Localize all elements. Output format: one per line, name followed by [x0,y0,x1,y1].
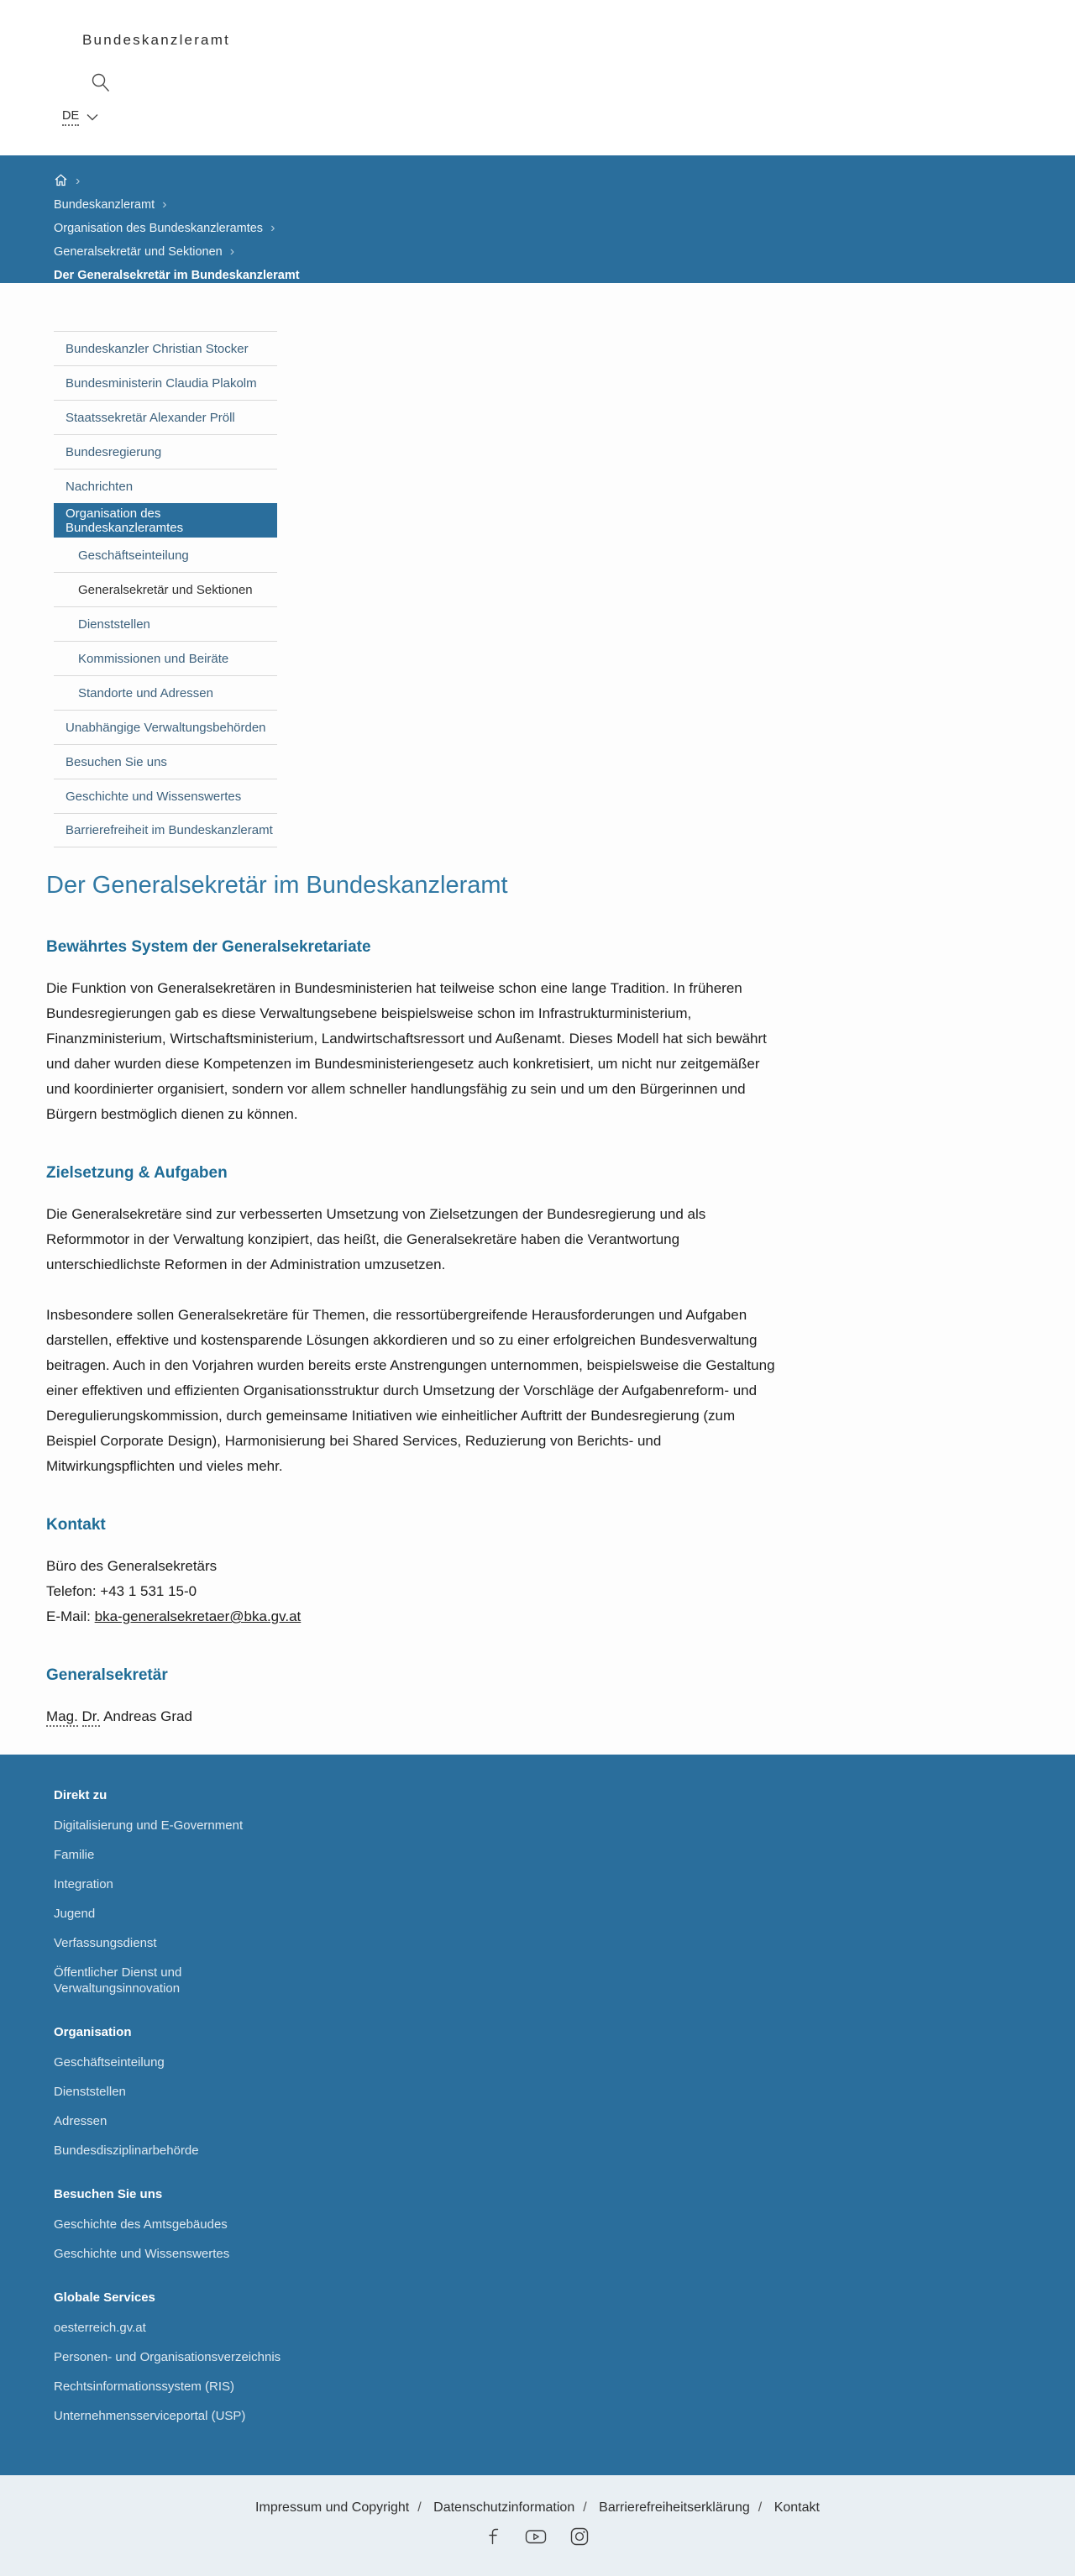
sidebar-item[interactable] [54,641,277,675]
breadcrumb-item [54,240,1058,264]
sidebar-item-label: Geschäftseinteilung [78,548,189,563]
legal-separator: / [417,2500,422,2515]
footer-section-direkt-zu [54,1788,1058,1996]
footer-link[interactable]: Geschichte und Wissenswertes [54,2247,230,2261]
sidebar-item[interactable] [54,779,277,813]
brand-title: Bundeskanzleramt [82,32,230,48]
sidebar-item[interactable] [54,744,277,779]
section-kontakt [46,1516,775,1629]
sidebar-item-label: Unabhängige Verwaltungsbehörden [66,720,266,735]
footer-link[interactable]: Integration [54,1877,113,1891]
footer [0,1755,1075,2576]
sidebar-item[interactable] [54,675,277,710]
section-heading: Generalsekretär [46,1666,168,1684]
footer-link[interactable]: Familie [54,1848,95,1862]
section-zielsetzung [46,1164,775,1479]
legal-link-item [433,2500,595,2515]
abbr-mag: Mag. [46,1708,78,1727]
contact-email-line [46,1604,775,1629]
facebook-link[interactable] [485,2526,502,2551]
footer-link[interactable]: Digitalisierung und E-Government [54,1818,244,1833]
footer-link[interactable]: Jugend [54,1907,96,1921]
footer-section-title: Organisation [54,2025,132,2039]
sidebar-item[interactable] [54,813,277,847]
breadcrumb-link[interactable]: Bundeskanzleramt [54,198,155,212]
sidebar-item[interactable] [54,606,277,641]
breadcrumb-separator: › [229,244,235,259]
legal-link[interactable]: Barrierefreiheitserklärung [599,2500,750,2515]
chevron-down-icon [79,110,98,125]
secretary-name-line [46,1704,775,1729]
footer-link[interactable]: Dienststellen [54,2085,126,2099]
footer-link[interactable]: Bundesdisziplinarbehörde [54,2143,199,2158]
legal-links [0,2500,1075,2516]
footer-section-organisation [54,2025,1058,2159]
paragraph: Die Funktion von Generalsekretären in Bundesministerien hat teilweise schon eine lange Tradition. In früheren Bundesregierungen gab es diese Verwaltungsebene beispielsweise schon im Infrastrukturministerium, Finanzministerium, Wirtschaftsministerium, Landwirtschaftsressort und Außenamt. Dieses Modell hat sich bewährt und daher wurden diese Kompetenzen im Bundesministeriengesetz auch konkretisiert, um nicht nur zeitgemäßer und koordinierter organisiert, sondern vor allem schneller handlungsfähig zu sein und um den Bürgerinnen und Bürgern bestmöglich dienen zu können. [46,980,767,1122]
footer-section-title: Direkt zu [54,1788,108,1802]
sidebar-item-label: Dienststellen [78,616,150,632]
language-selector[interactable] [62,109,98,126]
footer-link[interactable]: Unternehmensserviceportal (USP) [54,2409,246,2423]
brand-logo[interactable] [54,32,230,49]
footer-section-title: Besuchen Sie uns [54,2187,163,2201]
sidebar-item-label: Standorte und Adressen [78,685,213,700]
footer-section-besuchen [54,2187,1058,2262]
youtube-icon [525,2526,547,2551]
sidebar-item[interactable] [54,469,277,503]
footer-section-title: Globale Services [54,2290,155,2305]
breadcrumb-item [54,193,1058,217]
sidebar-item-label: Bundesregierung [66,444,162,459]
footer-link[interactable]: Geschichte des Amtsgebäudes [54,2217,228,2232]
contact-office: Büro des Generalsekretärs [46,1558,218,1574]
paragraph: Die Generalsekretäre sind zur verbesserten Umsetzung von Zielsetzungen der Bundesregierung und als Reformmotor in der Verwaltung konzipiert, das heißt, die Generalsekretäre haben die Verantwortung unterschiedlichste Reformen in der Administration umzusetzen. [46,1206,706,1272]
footer-bottom-bar [0,2475,1075,2576]
sidebar-item-label: Bundeskanzler Christian Stocker [66,341,249,356]
footer-main [0,1755,1075,2475]
breadcrumb-current: Der Generalsekretär im Bundeskanzleramt [54,269,300,282]
sidebar-item-label: Generalsekretär und Sektionen [78,582,253,597]
breadcrumb-link[interactable]: Organisation des Bundeskanzleramtes [54,222,264,235]
sidebar-item-label: Kommissionen und Beiräte [78,651,229,666]
instagram-icon [569,2526,590,2551]
youtube-link[interactable] [525,2526,547,2551]
sidebar-item-label: Barrierefreiheit im Bundeskanzleramt [66,823,273,837]
legal-link[interactable]: Kontakt [773,2500,820,2515]
breadcrumb-separator: › [76,174,81,188]
home-icon [54,173,68,191]
breadcrumb-item [54,217,1058,240]
site-header [0,0,1075,155]
section-heading: Zielsetzung & Aufgaben [46,1164,228,1182]
sidebar-item-label: Besuchen Sie uns [66,754,167,769]
footer-link[interactable]: Rechtsinformationssystem (RIS) [54,2379,235,2394]
breadcrumb-home-link[interactable] [54,173,68,191]
legal-link-item [599,2500,770,2515]
search-icon [91,84,111,97]
sidebar-item-label: Staatssekretär Alexander Pröll [66,410,235,425]
sidebar-item[interactable] [54,331,277,365]
page-title: Der Generalsekretär im Bundeskanzleramt [46,872,508,899]
legal-link[interactable]: Datenschutzinformation [433,2500,575,2515]
legal-link-item [255,2500,430,2515]
sidebar-item[interactable] [54,365,277,400]
legal-separator: / [583,2500,587,2515]
footer-link[interactable]: Öffentlicher Dienst und Verwaltungsinnovation [54,1965,182,1996]
sidebar-item[interactable] [54,710,277,744]
legal-link-item [774,2500,820,2515]
breadcrumb-separator: › [270,221,275,235]
section-generalsekretaer [46,1666,775,1729]
breadcrumb [0,155,1075,283]
contact-phone: Telefon: +43 1 531 15-0 [46,1583,197,1599]
search-button[interactable] [91,72,111,97]
secretary-name: Andreas Grad [103,1708,192,1724]
breadcrumb-separator: › [162,197,167,212]
breadcrumb-link[interactable]: Generalsekretär und Sektionen [54,245,223,259]
sidebar-item-label: Organisation des Bundeskanzleramtes [66,506,184,535]
section-heading: Bewährtes System der Generalsekretariate [46,938,371,956]
language-label: DE [62,109,79,126]
footer-link[interactable]: Geschäftseinteilung [54,2055,165,2070]
sidebar-item-label: Bundesministerin Claudia Plakolm [66,375,257,391]
sidebar-item-label: Nachrichten [66,479,134,494]
sidebar-item[interactable] [54,434,277,469]
section-bewaehrtes-system [46,938,775,1127]
sidebar-item[interactable] [54,538,277,572]
social-links [0,2526,1075,2551]
footer-link[interactable]: oesterreich.gv.at [54,2321,146,2335]
footer-section-globale-services [54,2290,1058,2424]
section-heading: Kontakt [46,1516,106,1534]
austria-flag-icon [54,35,71,46]
sidebar-item[interactable] [54,572,277,606]
paragraph: Insbesondere sollen Generalsekretäre für Themen, die ressortübergreifende Herausforderungen und Aufgaben darstellen, effektive und kostensparende Lösungen akkordieren und so zu einer erfolgreichen Bundesverwaltung beitragen. Auch in den Vorjahren wurden bereits erste Anstrengungen unternommen, beispielsweise die Gestaltung einer effektiven und effizienten Organisationsstruktur durch Umsetzung der Vorschläge der Aufgabenreform- und Deregulierungskommission, durch gemeinsame Initiativen wie einheitlicher Auftritt der Bundesregierung (zum Beispiel Corporate Design), Harmonisierung bei Shared Services, Reduzierung von Berichts- und Mitwirkungspflichten und vieles mehr. [46,1307,775,1474]
instagram-link[interactable] [569,2526,590,2551]
sidebar-navigation [54,331,277,847]
facebook-icon [485,2526,502,2551]
legal-link[interactable]: Impressum und Copyright [255,2500,410,2515]
legal-separator: / [758,2500,763,2515]
sidebar-item[interactable] [54,503,277,538]
contact-email-label: E-Mail: [46,1608,91,1624]
main-content [46,869,775,1729]
sidebar-item[interactable] [54,400,277,434]
footer-link[interactable]: Adressen [54,2114,108,2128]
footer-link[interactable]: Personen- und Organisationsverzeichnis [54,2350,281,2364]
abbr-dr: Dr. [82,1708,101,1727]
contact-email-link[interactable]: bka-generalsekretaer@bka.gv.at [94,1608,302,1624]
footer-link[interactable]: Verfassungsdienst [54,1936,157,1950]
sidebar-item-label: Geschichte und Wissenswertes [66,789,242,804]
